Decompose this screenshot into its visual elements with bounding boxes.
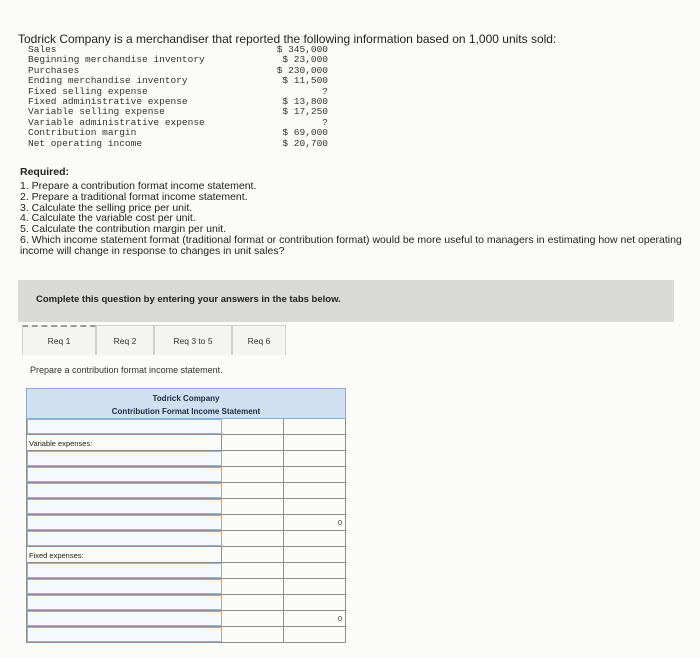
total-input[interactable] bbox=[284, 531, 346, 546]
empty-cell bbox=[284, 547, 346, 562]
label-input[interactable] bbox=[27, 499, 222, 514]
table-row bbox=[26, 467, 346, 483]
data-value: $ 13,800 bbox=[282, 95, 328, 107]
amount-input[interactable] bbox=[222, 579, 284, 594]
data-label: Net operating income bbox=[28, 137, 143, 149]
required-item: 5. Calculate the contribution margin per unit. bbox=[20, 223, 227, 236]
amount-input[interactable] bbox=[222, 451, 284, 466]
amount-input[interactable] bbox=[222, 627, 284, 642]
required-heading: Required: bbox=[20, 166, 70, 178]
tab-req-2[interactable]: Req 2 bbox=[96, 325, 154, 355]
table-row bbox=[26, 579, 346, 595]
table-row bbox=[26, 547, 346, 563]
label-input[interactable] bbox=[27, 611, 222, 626]
total-input[interactable] bbox=[284, 467, 346, 482]
amount-input[interactable] bbox=[222, 499, 284, 514]
data-value: $ 17,250 bbox=[282, 106, 328, 118]
income-statement-table bbox=[26, 388, 346, 643]
amount-input[interactable] bbox=[222, 531, 284, 546]
tab-instruction: Prepare a contribution format income statement. bbox=[30, 365, 223, 375]
instructions-banner bbox=[18, 280, 674, 322]
tab-req-3-to-5[interactable]: Req 3 to 5 bbox=[154, 325, 232, 355]
table-row bbox=[26, 595, 346, 611]
required-item: 4. Calculate the variable cost per unit. bbox=[20, 212, 196, 225]
label-input[interactable] bbox=[27, 419, 222, 434]
table-row bbox=[26, 563, 346, 579]
data-label: Variable selling expense bbox=[28, 106, 165, 118]
empty-cell bbox=[222, 547, 284, 562]
total-input[interactable] bbox=[284, 627, 346, 642]
data-value: $ 345,000 bbox=[276, 44, 328, 55]
data-value: $ 20,700 bbox=[282, 137, 328, 149]
amount-input[interactable] bbox=[222, 467, 284, 482]
total-input[interactable] bbox=[284, 563, 346, 578]
label-input[interactable] bbox=[27, 595, 222, 610]
given-data-list bbox=[28, 45, 328, 149]
amount-input[interactable] bbox=[222, 515, 284, 530]
table-row bbox=[26, 499, 346, 515]
total-input[interactable] bbox=[284, 579, 346, 594]
fixed-total: 0 bbox=[337, 614, 342, 623]
label-input[interactable] bbox=[27, 467, 222, 482]
table-row bbox=[26, 531, 346, 547]
required-item: 1. Prepare a contribution format income statement. bbox=[20, 180, 257, 192]
total-input[interactable] bbox=[284, 499, 346, 514]
label-input[interactable] bbox=[27, 563, 222, 578]
tab-req-6[interactable]: Req 6 bbox=[232, 325, 286, 355]
statement-header bbox=[26, 388, 346, 419]
table-row bbox=[26, 483, 346, 499]
data-label: Sales bbox=[28, 44, 57, 55]
data-row bbox=[28, 128, 328, 138]
empty-cell bbox=[222, 435, 284, 450]
data-label: Ending merchandise inventory bbox=[28, 75, 188, 87]
variable-expenses-label: Variable expenses: bbox=[27, 435, 222, 450]
problem-intro: Todrick Company is a merchandiser that reported the following information based on 1,000 units sold: bbox=[18, 32, 557, 46]
data-label: Fixed selling expense bbox=[28, 85, 148, 97]
tab-req-1[interactable]: Req 1 bbox=[22, 325, 96, 355]
data-label: Purchases bbox=[28, 64, 80, 76]
label-input[interactable] bbox=[27, 483, 222, 498]
data-label: Fixed administrative expense bbox=[28, 95, 188, 107]
empty-cell bbox=[284, 435, 346, 450]
amount-input[interactable] bbox=[222, 419, 284, 434]
data-value: $ 230,000 bbox=[276, 64, 328, 76]
data-label: Beginning merchandise inventory bbox=[28, 54, 205, 66]
data-value: $ 23,000 bbox=[282, 54, 328, 66]
data-value: ? bbox=[322, 85, 328, 97]
data-value: $ 11,500 bbox=[282, 75, 328, 87]
data-value: ? bbox=[322, 116, 328, 128]
total-input[interactable] bbox=[284, 451, 346, 466]
statement-title: Contribution Format Income Statement bbox=[111, 407, 261, 416]
variable-total: 0 bbox=[337, 518, 342, 527]
table-row bbox=[26, 627, 346, 643]
label-input[interactable] bbox=[27, 627, 222, 642]
total-input[interactable] bbox=[284, 595, 346, 610]
banner-text: Complete this question by entering your answers in the tabs below. bbox=[36, 294, 341, 305]
total-input[interactable] bbox=[284, 419, 346, 434]
total-input[interactable] bbox=[284, 483, 346, 498]
table-row bbox=[26, 611, 346, 627]
table-row bbox=[26, 435, 346, 451]
required-list bbox=[20, 181, 690, 257]
amount-input[interactable] bbox=[222, 483, 284, 498]
data-value: $ 69,000 bbox=[282, 127, 328, 139]
table-row bbox=[26, 451, 346, 467]
company-name: Todrick Company bbox=[152, 394, 220, 403]
label-input[interactable] bbox=[27, 515, 222, 530]
data-row bbox=[28, 76, 328, 86]
table-row bbox=[26, 419, 346, 435]
required-item: 2. Prepare a traditional format income statement. bbox=[20, 190, 248, 203]
amount-input[interactable] bbox=[222, 563, 284, 578]
label-input[interactable] bbox=[27, 451, 222, 466]
data-label: Variable administrative expense bbox=[28, 116, 205, 128]
required-item: 6. Which income statement format (traditional format or contribution format) would be more useful to managers in estimating how net operating income will change in response to changes in unit sales? bbox=[20, 233, 682, 257]
label-input[interactable] bbox=[27, 531, 222, 546]
required-item: 3. Calculate the selling price per unit. bbox=[20, 201, 193, 214]
data-label: Contribution margin bbox=[28, 127, 137, 139]
data-row bbox=[28, 139, 328, 149]
amount-input[interactable] bbox=[222, 595, 284, 610]
amount-input[interactable] bbox=[222, 611, 284, 626]
label-input[interactable] bbox=[27, 579, 222, 594]
table-row bbox=[26, 515, 346, 531]
fixed-expenses-label: Fixed expenses: bbox=[27, 547, 222, 562]
